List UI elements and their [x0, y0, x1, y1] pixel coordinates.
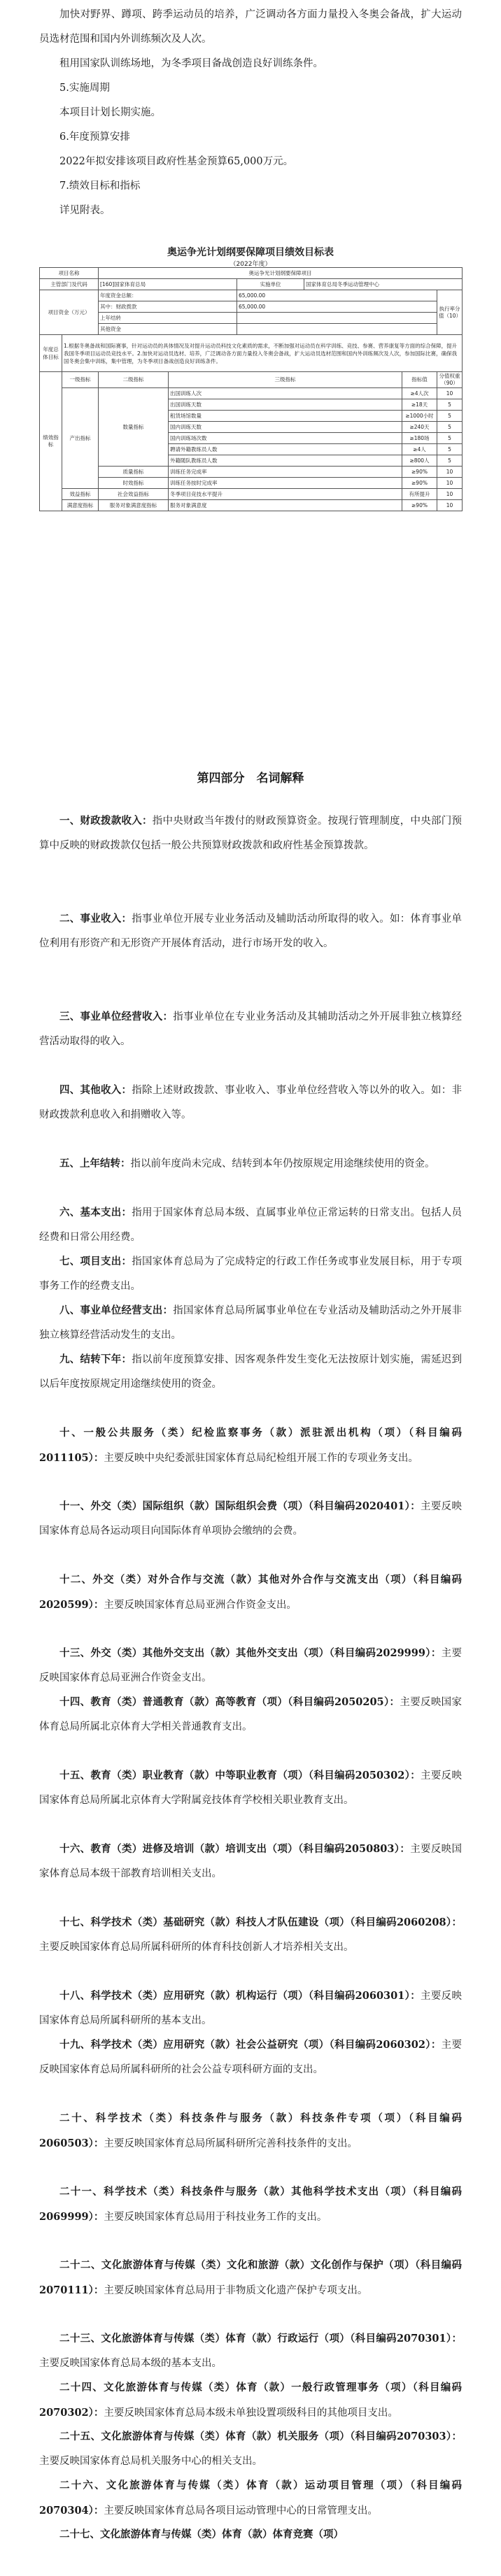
glossary-term — [39, 1249, 462, 1299]
glossary-term-definition: 指国家体育总局所属事业单位在专业活动及辅助活动之外开展非独立核算经营活动发生的支出。 — [39, 1305, 462, 1341]
table-cell: 二级指标 — [99, 372, 169, 388]
glossary-term-definition: 指国家体育总局为了完成特定的行政工作任务或事业发展目标，用于专项事务工作的经费支出。 — [39, 1256, 462, 1292]
table-cell: 项目名称 — [40, 268, 99, 279]
intro-heading-period: 5.实施周期 — [59, 83, 110, 94]
table-cell: 5 — [437, 444, 463, 455]
table-cell: 国内训练天数 — [169, 422, 402, 433]
table-cell: 10 — [437, 478, 463, 489]
table-title: 奥运争光计划纲要保障项目绩效目标表 — [167, 247, 334, 258]
glossary-term-title: 十七、科学技术（类）基础研究（款）科技人才队伍建设（项）（科目编码2060208）： — [59, 1916, 462, 1928]
table-cell — [237, 324, 437, 335]
glossary-term-definition: 主要反映国家体育总局用于非物质文化遗产保护专项支出。 — [104, 2285, 368, 2296]
glossary-term — [39, 2522, 462, 2547]
table-cell: 出国训练人次 — [169, 388, 402, 399]
performance-target-table — [39, 267, 463, 511]
table-cell — [237, 313, 437, 324]
table-cell: 5 — [437, 422, 463, 433]
table-cell: 5 — [437, 455, 463, 467]
glossary-term — [39, 1347, 462, 1397]
table-cell: [160]国家体育总局 — [99, 279, 237, 290]
table-cell: 指标值 — [402, 372, 437, 388]
glossary-term — [39, 1984, 462, 2033]
table-cell: 产出指标 — [62, 388, 99, 489]
table-cell: 实施单位 — [237, 279, 304, 290]
table-cell: 三级指标 — [169, 372, 402, 388]
glossary-term-definition: 主要反映国家体育总局所属科研所的基本支出。 — [39, 1991, 463, 2026]
table-cell: 国家体育总局冬季运动管理中心 — [304, 279, 463, 290]
glossary-term-definition: 指中央财政当年拨付的财政预算资金。按现行管理制度，中央部门预算中反映的财政拨款仅包括一般公共预算财政拨款和政府性基金预算拨款。 — [39, 816, 462, 851]
glossary-term-title: 十五、教育（类）职业教育（款）中等职业教育（项）（科目编码2050302）： — [59, 1770, 421, 1781]
intro-paragraph-period: 本项目计划长期实施。 — [59, 107, 161, 118]
glossary-term-definition: 指除上述财政拨款、事业收入、事业单位经营收入等以外的收入。如：非财政拨款利息收入和捐赠收入等。 — [39, 1085, 462, 1120]
glossary-term-definition: 主要反映国家体育总局本级未单独设置项级科目的其他项目支出。 — [104, 2407, 398, 2419]
glossary-term — [39, 1641, 462, 1691]
table-cell: ≥4人次 — [402, 388, 437, 399]
glossary-term-title: 二十二、文化旅游体育与传媒（类）文化和旅游（款）文化创作与保护（项）（科目编码2070111）： — [39, 2259, 462, 2296]
table-row — [40, 335, 463, 372]
table-cell: ≥90% — [402, 478, 437, 489]
table-cell: 数量指标 — [99, 388, 169, 467]
table-row — [40, 478, 463, 489]
table-row — [40, 301, 463, 313]
table-cell: 年度总体目标 — [40, 335, 62, 372]
table-cell: 65,000.00 — [237, 290, 437, 301]
glossary-term — [39, 1078, 462, 1127]
table-cell: ≥90% — [402, 467, 437, 478]
glossary-term — [39, 2473, 462, 2524]
glossary-term-definition: 主要反映国家体育总局各运动项目向国际体育单项协会缴纳的会费。 — [39, 1501, 463, 1537]
table-cell: 上年结转 — [99, 313, 237, 324]
glossary-term — [39, 1910, 462, 1960]
glossary-term — [39, 2179, 462, 2230]
intro-paragraph-2: 租用国家队训练场地，为冬季项目备战创造良好训练条件。 — [59, 58, 323, 69]
glossary-term — [39, 1151, 462, 1176]
table-cell: 其他资金 — [99, 324, 237, 335]
intro-heading-budget: 6.年度预算安排 — [59, 131, 130, 143]
glossary-term-definition: 主要反映国家体育总局用于科技业务工作的支出。 — [104, 2212, 327, 2223]
table-row — [40, 268, 463, 279]
glossary-term-definition: 主要反映国家体育总局机关服务中心的相关支出。 — [39, 2456, 262, 2467]
glossary-term-definition: 主要反映国家体育总局亚洲合作资金支出。 — [39, 1648, 462, 1684]
glossary-term-title: 十六、教育（类）进修及培训（款）培训支出（项）（科目编码2050803）： — [59, 1843, 411, 1855]
glossary-term-title: 十九、科学技术（类）应用研究（款）社会公益研究（项）（科目编码2060302）： — [59, 2039, 442, 2051]
table-cell: 有所提升 — [402, 489, 437, 500]
glossary-term — [39, 1421, 462, 1471]
glossary-term-title: 七、项目支出： — [59, 1255, 132, 1267]
table-cell: 主管部门及代码 — [40, 279, 99, 290]
glossary-term-definition: 主要反映国家体育总局所属科研所的社会公益专项科研方面的支出。 — [39, 2040, 462, 2075]
glossary-term-title: 十四、教育（类）普通教育（款）高等教育（项）（科目编码2050205）： — [59, 1696, 400, 1708]
glossary-term — [39, 1200, 462, 1250]
glossary-term-title: 十八、科学技术（类）应用研究（款）机构运行（项）（科目编码2060301）： — [59, 1990, 421, 2002]
glossary-term — [39, 1004, 462, 1054]
glossary-term-definition: 指以前年度预算安排、因客观条件发生变化无法按原计划实施，需延迟到以后年度按原规定用途继续使用的资金。 — [39, 1354, 462, 1390]
table-cell: ≥800人 — [402, 455, 437, 467]
glossary-term-definition: 主要反映国家体育总局亚洲合作资金支出。 — [104, 1600, 297, 1611]
glossary-term — [39, 906, 462, 956]
table-cell: 1.根据冬奥备战和国际赛事，针对运动员的具体情况及对提升运动员科技文化素质的需求，不断加强对运动员在科学训练、竞技、参赛、营养康复等方面的综合保障，提升我国冬季项目运动员竞技水平。2.加快对运动员选材、培养，广泛调动各方面力量投入冬奥会备战，扩大运动员选材范围和国内外训练频次及人次，参加国际比赛，确保我国冬奥会集中训练，集中管理，为冬季项目备战创造良好训练条件。 — [62, 335, 463, 372]
glossary-term-title: 二十四、文化旅游体育与传媒（类）体育（款）一般行政管理事务（项）（科目编码2070302）： — [39, 2382, 462, 2419]
glossary-term-title: 九、结转下年： — [59, 1353, 132, 1365]
table-row — [40, 290, 463, 301]
glossary-term-title: 二十五、文化旅游体育与传媒（类）体育（款）机关服务（项）（科目编码2070303）： — [59, 2431, 462, 2442]
glossary-term-definition: 主要反映国家体育总局所属北京体育大学附属竞技体育学校相关职业教育支出。 — [39, 1770, 463, 1806]
glossary-term — [39, 2424, 462, 2474]
table-row — [40, 500, 463, 511]
table-cell: 绩效指标 — [40, 372, 62, 511]
glossary-term-title: 十三、外交（类）其他外交支出（款）其他外交支出（项）（科目编码2029999）： — [59, 1647, 442, 1659]
part4-heading: 第四部分 名词解释 — [197, 771, 304, 785]
table-cell: 满意度指标 — [62, 500, 99, 511]
table-cell: 训练任务完成率 — [169, 467, 402, 478]
glossary-term-title: 五、上年结转： — [59, 1158, 131, 1169]
glossary-term-title: 二十七、文化旅游体育与传媒（类）体育（款）体育竞赛（项） — [59, 2528, 344, 2540]
glossary-term-definition: 主要反映国家体育总局本级的基本支出。 — [39, 2358, 222, 2369]
glossary-term-definition: 主要反映国家体育总局所属北京体育大学相关普通教育支出。 — [39, 1697, 462, 1732]
intro-paragraph-1: 加快对野界、蹲项、跨季运动员的培养，广泛调动各方面力量投入冬奥会备战，扩大运动员选材范围和国内外训练频次及人次。 — [39, 9, 462, 45]
glossary-term-title: 二十、科学技术（类）科技条件与服务（款）科技条件专项（项）（科目编码2060503）： — [39, 2112, 462, 2149]
table-subtitle: （2022年度） — [230, 261, 271, 268]
glossary-term-title: 四、其他收入： — [59, 1084, 132, 1096]
glossary-term-title: 一、财政拨款收入： — [59, 815, 153, 827]
glossary-term — [39, 1298, 462, 1348]
table-row — [40, 388, 463, 399]
table-cell: 分值权重（90） — [437, 372, 463, 388]
table-cell: ≥90% — [402, 500, 437, 511]
table-cell: 10 — [437, 467, 463, 478]
glossary-term — [39, 2375, 462, 2426]
glossary-term-definition: 主要反映中央纪委派驻国家体育总局纪检组开展工作的专项业务支出。 — [104, 1453, 418, 1464]
table-cell: 质量指标 — [99, 467, 169, 478]
table-cell: 时效指标 — [99, 478, 169, 489]
table-cell: 社会效益指标 — [99, 489, 169, 500]
table-row — [40, 313, 463, 324]
glossary-term-definition: 指用于国家体育总局本级、直属事业单位正常运转的日常支出。包括人员经费和日常公用经费。 — [39, 1207, 462, 1243]
glossary-term-definition: 主要反映国家体育总局所属科研所完善科技条件的支出。 — [104, 2138, 358, 2149]
glossary-term-title: 十一、外交（类）国际组织（款）国际组织会费（项）（科目编码2020401）： — [59, 1500, 421, 1512]
table-cell: ≥4人 — [402, 444, 437, 455]
glossary-term — [39, 2326, 462, 2376]
glossary-term-definition: 主要反映国家体育总局各项目运动管理中心的日常管理支出。 — [104, 2505, 378, 2517]
performance-target-table-figure — [39, 238, 462, 590]
intro-heading-goals: 7.绩效目标和指标 — [59, 180, 141, 192]
table-cell: 5 — [437, 433, 463, 444]
glossary-term — [39, 809, 462, 858]
table-cell: 服务对象满意度 — [169, 500, 402, 511]
glossary-term-title: 三、事业单位经营收入： — [59, 1011, 174, 1023]
table-cell: 年度资金总额： — [99, 290, 237, 301]
intro-paragraph-budget: 2022年拟安排该项目政府性基金预算65,000万元。 — [59, 156, 294, 167]
table-cell: 10 — [437, 500, 463, 511]
table-cell: 奥运争光计划纲要保障项目 — [99, 268, 463, 279]
table-cell: 10 — [437, 489, 463, 500]
glossary-term-title: 十二、外交（类）对外合作与交流（款）其他对外合作与交流支出（项）（科目编码2020599）： — [39, 1574, 462, 1611]
table-cell: 国内训练场次数 — [169, 433, 402, 444]
table-cell: ≥240天 — [402, 422, 437, 433]
table-cell: 65,000.00 — [237, 301, 437, 313]
glossary-term-title: 六、基本支出： — [59, 1207, 132, 1218]
table-cell: 服务对象满意度指标 — [99, 500, 169, 511]
glossary-term-definition: 指事业单位在专业业务活动及其辅助活动之外开展非独立核算经营活动取得的收入。 — [39, 1011, 462, 1047]
table-row — [40, 489, 463, 500]
glossary-term-definition: 主要反映国家体育总局所属科研所的体育科技创新人才培养相关支出。 — [39, 1942, 354, 1953]
table-cell: 聘请外籍教练员人数 — [169, 444, 402, 455]
glossary-term — [39, 2033, 462, 2082]
table-cell: ≥18天 — [402, 399, 437, 411]
table-cell: 项目资金（万元） — [40, 290, 99, 335]
table-cell: 其中：财政拨款 — [99, 301, 237, 313]
table-cell: 训练任务按时完成率 — [169, 478, 402, 489]
table-row — [40, 467, 463, 478]
glossary-term-definition: 指事业单位开展专业业务活动及辅助活动所取得的收入。如：体育事业单位利用有形资产和无形资产开展体育活动，进行市场开发的收入。 — [39, 913, 462, 949]
glossary-term-title: 二、事业收入： — [59, 913, 132, 925]
table-row — [40, 279, 463, 290]
table-cell: 出国训练天数 — [169, 399, 402, 411]
glossary-term — [39, 2106, 462, 2156]
glossary-term — [39, 1837, 462, 1886]
table-row — [40, 324, 463, 335]
table-cell: 5 — [437, 411, 463, 422]
table-cell: 效益指标 — [62, 489, 99, 500]
table-cell: ≥180场 — [402, 433, 437, 444]
table-cell: 执行率分值（10） — [437, 290, 463, 335]
glossary-term-title: 八、事业单位经营支出： — [59, 1304, 174, 1316]
glossary-term — [39, 1763, 462, 1813]
table-cell: 冬季项目竞技水平提升 — [169, 489, 402, 500]
table-row — [40, 372, 463, 388]
table-cell: 外籍随队教练员人数 — [169, 455, 402, 467]
glossary-term-title: 二十六、文化旅游体育与传媒（类）体育（款）运动项目管理（项）（科目编码2070304）： — [39, 2479, 462, 2517]
table-cell: ≥1000小时 — [402, 411, 437, 422]
glossary-term — [39, 2253, 462, 2303]
glossary-term — [39, 1494, 462, 1544]
intro-paragraph-appendix: 详见附表。 — [59, 205, 111, 216]
glossary-term-definition: 主要反映国家体育总局本级干部教育培训相关支出。 — [39, 1844, 463, 1879]
glossary-term-definition: 指以前年度尚未完成、结转到本年仍按原规定用途继续使用的资金。 — [130, 1158, 435, 1169]
glossary-term — [39, 1690, 462, 1739]
glossary-term-title: 二十一、科学技术（类）科技条件与服务（款）其他科学技术支出（项）（科目编码2069999）： — [39, 2186, 462, 2223]
glossary-term — [39, 1567, 462, 1618]
table-cell: 租赁场馆数量 — [169, 411, 402, 422]
table-cell: 5 — [437, 399, 463, 411]
glossary-term-title: 十、一般公共服务（类）纪检监察事务（款）派驻派出机构（项）（科目编码2011105）： — [39, 1427, 462, 1464]
glossary-term-title: 二十三、文化旅游体育与传媒（类）体育（款）行政运行（项）（科目编码2070301）： — [59, 2333, 462, 2344]
table-cell: 一级指标 — [62, 372, 99, 388]
table-cell: 10 — [437, 388, 463, 399]
